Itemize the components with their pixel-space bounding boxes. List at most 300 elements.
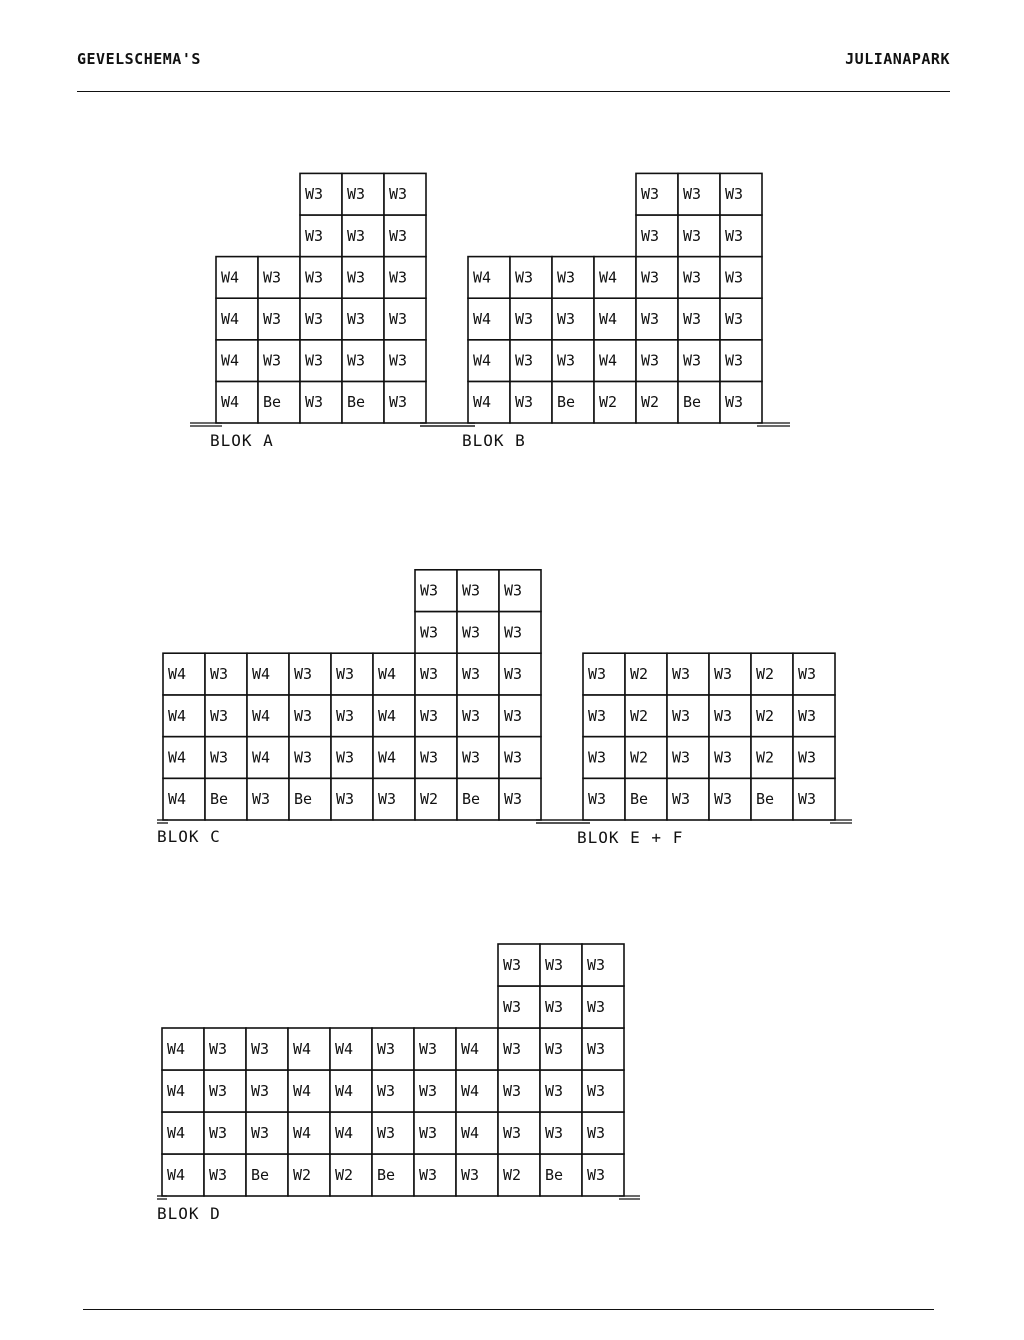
facade-cell — [384, 257, 426, 299]
cell-code: W4 — [293, 1124, 312, 1142]
cell-code: W4 — [221, 351, 240, 370]
cell-code: W4 — [599, 310, 618, 328]
facade-cell — [384, 298, 426, 340]
facade-cell — [205, 695, 247, 737]
facade-cell — [468, 257, 510, 299]
cell-code: W2 — [756, 706, 775, 725]
block-4 — [157, 944, 640, 1223]
cell-code: W3 — [798, 748, 817, 767]
facade-cell — [246, 1070, 288, 1112]
cell-code: W3 — [714, 665, 733, 684]
facade-cell — [709, 695, 751, 737]
facade-cell — [414, 1028, 456, 1070]
cell-code: W3 — [209, 1124, 228, 1142]
cell-code: W3 — [347, 351, 366, 370]
facade-cell — [552, 340, 594, 382]
facade-cell — [300, 340, 342, 382]
cell-code: W3 — [588, 665, 607, 684]
facade-cell — [709, 653, 751, 695]
cell-code: W3 — [378, 790, 397, 809]
cell-code: W3 — [798, 706, 817, 725]
facade-cell — [246, 1154, 288, 1196]
cell-code: W2 — [503, 1166, 522, 1184]
cell-code: Be — [377, 1166, 396, 1184]
cell-code: W3 — [263, 268, 282, 287]
facade-cell — [247, 653, 289, 695]
facade-cell — [468, 381, 510, 423]
facade-cell — [415, 612, 457, 654]
cell-code: W3 — [504, 706, 523, 725]
facade-cell — [330, 1070, 372, 1112]
cell-code: W4 — [221, 310, 240, 328]
cell-code: W3 — [389, 310, 408, 328]
cell-code: W3 — [251, 1082, 270, 1100]
cell-code: W3 — [557, 268, 576, 287]
facade-cell — [331, 778, 373, 820]
facade-cell — [625, 695, 667, 737]
cell-code: W3 — [545, 1082, 564, 1100]
facade-cell — [162, 1070, 204, 1112]
facade-cell — [678, 257, 720, 299]
cell-code: W4 — [168, 665, 187, 684]
cell-code: W4 — [167, 1166, 186, 1184]
cell-code: W3 — [588, 790, 607, 809]
cell-code: Be — [263, 393, 282, 412]
cell-code: Be — [251, 1166, 270, 1184]
facade-cell — [163, 737, 205, 779]
cell-code: Be — [347, 393, 366, 412]
cell-code: W3 — [683, 185, 702, 204]
cell-code: W4 — [378, 706, 397, 725]
cell-code: W4 — [473, 351, 492, 370]
facade-cell — [300, 173, 342, 215]
cell-code: W3 — [389, 351, 408, 370]
block-0 — [190, 173, 475, 450]
facade-cell — [372, 1028, 414, 1070]
facade-cell — [468, 298, 510, 340]
cell-code: W3 — [683, 310, 702, 328]
facade-cell — [510, 298, 552, 340]
facade-cell — [342, 215, 384, 257]
cell-code: W3 — [545, 956, 564, 974]
facade-cell — [456, 1028, 498, 1070]
cell-code: Be — [557, 393, 576, 412]
header-left-title: GEVELSCHEMA'S — [77, 50, 201, 68]
facade-cell — [583, 695, 625, 737]
cell-code: W3 — [504, 665, 523, 684]
facade-cell — [499, 570, 541, 612]
facade-cell — [289, 737, 331, 779]
cell-code: W3 — [714, 748, 733, 767]
cell-code: W4 — [378, 748, 397, 767]
ground-line-left — [420, 423, 475, 426]
facade-cell — [540, 986, 582, 1028]
cell-code: W3 — [587, 1082, 606, 1100]
facade-cell — [583, 737, 625, 779]
cell-code: W2 — [599, 393, 618, 412]
cell-code: W3 — [209, 1082, 228, 1100]
cell-code: W3 — [462, 706, 481, 725]
facade-cell — [300, 257, 342, 299]
facade-cell — [540, 1070, 582, 1112]
block-2 — [157, 570, 590, 846]
facade-cell — [793, 653, 835, 695]
facade-cell — [751, 695, 793, 737]
cell-code: W4 — [335, 1082, 354, 1100]
facade-cell — [372, 1070, 414, 1112]
cell-code: W2 — [756, 665, 775, 684]
cell-code: W3 — [377, 1040, 396, 1058]
block-label: BLOK E + F — [577, 828, 684, 847]
facade-cell — [457, 612, 499, 654]
facade-cell — [709, 778, 751, 820]
cell-code: W3 — [515, 268, 534, 287]
cell-code: W3 — [336, 665, 355, 684]
facade-cell — [246, 1112, 288, 1154]
facade-cell — [636, 215, 678, 257]
ground-line-right — [757, 423, 790, 426]
cell-code: W3 — [725, 268, 744, 287]
facade-cell — [330, 1028, 372, 1070]
facade-cell — [258, 340, 300, 382]
cell-code: W2 — [641, 393, 660, 412]
ground-line-left — [536, 820, 590, 823]
facade-cell — [594, 257, 636, 299]
cell-code: W3 — [672, 748, 691, 767]
cell-code: W3 — [587, 998, 606, 1016]
cell-code: W4 — [335, 1040, 354, 1058]
facade-cell — [330, 1154, 372, 1196]
cell-code: W4 — [221, 393, 240, 412]
facade-cell — [552, 257, 594, 299]
cell-code: W2 — [335, 1166, 354, 1184]
facade-cell — [540, 944, 582, 986]
cell-code: W3 — [420, 706, 439, 725]
facade-cell — [414, 1154, 456, 1196]
facade-cell — [636, 257, 678, 299]
facade-cell — [205, 737, 247, 779]
cell-code: W3 — [725, 393, 744, 412]
cell-code: W4 — [168, 706, 187, 725]
cell-code: W3 — [419, 1166, 438, 1184]
facade-cell — [163, 695, 205, 737]
cell-code: W3 — [420, 665, 439, 684]
ground-line-left — [157, 820, 168, 823]
cell-code: W3 — [725, 351, 744, 370]
cell-code: W3 — [419, 1124, 438, 1142]
footer-rule — [83, 1309, 934, 1310]
cell-code: Be — [210, 790, 229, 809]
facade-cell — [246, 1028, 288, 1070]
facade-cell — [162, 1112, 204, 1154]
cell-code: W2 — [630, 748, 649, 767]
facade-cell — [372, 1154, 414, 1196]
facade-cell — [300, 215, 342, 257]
facade-cell — [499, 778, 541, 820]
cell-code: W4 — [461, 1040, 480, 1058]
facade-cell — [205, 778, 247, 820]
cell-code: W3 — [557, 351, 576, 370]
facade-cell — [384, 381, 426, 423]
facade-cell — [540, 1112, 582, 1154]
cell-code: W3 — [641, 351, 660, 370]
cell-code: W3 — [294, 706, 313, 725]
facade-cell — [552, 298, 594, 340]
cell-code: W3 — [587, 1166, 606, 1184]
cell-code: W3 — [347, 310, 366, 328]
cell-code: Be — [683, 393, 702, 412]
cell-code: W4 — [252, 665, 271, 684]
cell-code: W3 — [252, 790, 271, 809]
cell-code: W3 — [209, 1166, 228, 1184]
cell-code: W3 — [305, 226, 324, 245]
facade-cell — [457, 570, 499, 612]
facade-cell — [793, 737, 835, 779]
facade-cell — [414, 1112, 456, 1154]
facade-cell — [342, 340, 384, 382]
cell-code: Be — [545, 1166, 564, 1184]
facade-cell — [636, 340, 678, 382]
cell-code: W3 — [389, 185, 408, 204]
facade-cell — [457, 695, 499, 737]
facade-cell — [582, 1070, 624, 1112]
facade-cell — [510, 340, 552, 382]
cell-code: W3 — [587, 1124, 606, 1142]
facade-cell — [288, 1154, 330, 1196]
cell-code: W3 — [515, 351, 534, 370]
facade-cell — [636, 381, 678, 423]
cell-code: W3 — [798, 665, 817, 684]
cell-code: W3 — [419, 1082, 438, 1100]
facade-cell — [594, 298, 636, 340]
facade-cell — [667, 778, 709, 820]
facade-cell — [751, 778, 793, 820]
cell-code: W3 — [336, 706, 355, 725]
facade-cell — [510, 381, 552, 423]
cell-code: W3 — [683, 226, 702, 245]
ground-line-left — [190, 423, 222, 426]
cell-code: Be — [462, 790, 481, 809]
facade-cell — [678, 215, 720, 257]
facade-cell — [163, 653, 205, 695]
cell-code: W4 — [599, 268, 618, 287]
facade-cell — [289, 778, 331, 820]
cell-code: W3 — [504, 790, 523, 809]
cell-code: W4 — [599, 351, 618, 370]
facade-cell — [498, 1112, 540, 1154]
cell-code: W4 — [167, 1040, 186, 1058]
cell-code: W3 — [503, 1124, 522, 1142]
facade-cell — [247, 737, 289, 779]
facade-cell — [384, 173, 426, 215]
ground-line-left — [157, 1196, 167, 1199]
cell-code: W3 — [503, 1040, 522, 1058]
facade-cell — [498, 1070, 540, 1112]
facade-cell — [258, 257, 300, 299]
cell-code: W3 — [336, 748, 355, 767]
cell-code: W3 — [420, 623, 439, 642]
cell-code: W4 — [461, 1082, 480, 1100]
facade-cell — [204, 1154, 246, 1196]
cell-code: W3 — [420, 581, 439, 600]
facade-cell — [204, 1112, 246, 1154]
facade-cell — [793, 695, 835, 737]
facade-cell — [373, 737, 415, 779]
block-label: BLOK A — [210, 431, 274, 450]
facade-cell — [288, 1028, 330, 1070]
facade-cell — [415, 570, 457, 612]
cell-code: W3 — [714, 790, 733, 809]
facade-cell — [373, 778, 415, 820]
cell-code: W3 — [462, 581, 481, 600]
block-3 — [536, 653, 852, 847]
facade-cell — [216, 340, 258, 382]
cell-code: W3 — [336, 790, 355, 809]
cell-code: W3 — [420, 748, 439, 767]
block-label: BLOK D — [157, 1204, 221, 1223]
cell-code: W3 — [347, 226, 366, 245]
block-label: BLOK C — [157, 827, 221, 846]
facade-cell — [636, 298, 678, 340]
cell-code: W2 — [630, 706, 649, 725]
cell-code: W3 — [389, 393, 408, 412]
facade-cell — [162, 1028, 204, 1070]
facade-cell — [540, 1154, 582, 1196]
facade-cell — [342, 173, 384, 215]
cell-code: W3 — [389, 226, 408, 245]
facade-cell — [384, 215, 426, 257]
cell-code: W3 — [725, 185, 744, 204]
facade-cell — [373, 695, 415, 737]
facade-cell — [625, 737, 667, 779]
cell-code: W3 — [210, 706, 229, 725]
facade-cell — [331, 653, 373, 695]
facade-cell — [582, 1028, 624, 1070]
cell-code: W4 — [461, 1124, 480, 1142]
cell-code: W3 — [504, 581, 523, 600]
cell-code: W4 — [167, 1082, 186, 1100]
facade-cell — [456, 1070, 498, 1112]
facade-cell — [384, 340, 426, 382]
facade-cell — [720, 298, 762, 340]
cell-code: W3 — [641, 310, 660, 328]
header-right-title: JULIANAPARK — [845, 50, 950, 68]
cell-code: W3 — [641, 226, 660, 245]
cell-code: W3 — [545, 1040, 564, 1058]
cell-code: W4 — [167, 1124, 186, 1142]
cell-code: W3 — [641, 185, 660, 204]
cell-code: W3 — [504, 623, 523, 642]
facade-cell — [720, 381, 762, 423]
facade-cell — [204, 1028, 246, 1070]
cell-code: W4 — [252, 706, 271, 725]
cell-code: W4 — [473, 268, 492, 287]
facade-cell — [373, 653, 415, 695]
cell-code: W3 — [587, 956, 606, 974]
cell-code: W2 — [420, 790, 439, 809]
facade-cell — [720, 215, 762, 257]
cell-code: W3 — [503, 998, 522, 1016]
facade-cell — [216, 257, 258, 299]
facade-cell — [457, 778, 499, 820]
facade-cell — [678, 298, 720, 340]
facade-cell — [457, 737, 499, 779]
cell-code: W3 — [545, 1124, 564, 1142]
cell-code: W3 — [725, 226, 744, 245]
cell-code: W3 — [294, 748, 313, 767]
facade-cell — [204, 1070, 246, 1112]
cell-code: W3 — [462, 623, 481, 642]
cell-code: W3 — [515, 393, 534, 412]
cell-code: W3 — [515, 310, 534, 328]
facade-cell — [720, 173, 762, 215]
cell-code: W3 — [347, 185, 366, 204]
facade-cell — [415, 737, 457, 779]
block-label: BLOK B — [462, 431, 526, 450]
cell-code: W3 — [305, 310, 324, 328]
cell-code: W3 — [305, 351, 324, 370]
facade-cell — [330, 1112, 372, 1154]
facade-cell — [498, 1154, 540, 1196]
cell-code: W3 — [587, 1040, 606, 1058]
cell-code: W3 — [377, 1124, 396, 1142]
cell-code: W3 — [251, 1040, 270, 1058]
facade-cell — [667, 695, 709, 737]
cell-code: W3 — [305, 185, 324, 204]
cell-code: W4 — [293, 1040, 312, 1058]
cell-code: W3 — [545, 998, 564, 1016]
facade-cell — [342, 257, 384, 299]
cell-code: W3 — [419, 1040, 438, 1058]
cell-code: Be — [756, 790, 775, 809]
facade-cell — [498, 986, 540, 1028]
facade-cell — [289, 653, 331, 695]
cell-code: Be — [630, 790, 649, 809]
facade-cell — [289, 695, 331, 737]
cell-code: W3 — [798, 790, 817, 809]
cell-code: W3 — [503, 956, 522, 974]
facade-cell — [582, 1112, 624, 1154]
facade-cell — [288, 1070, 330, 1112]
facade-cell — [582, 1154, 624, 1196]
facade-cell — [540, 1028, 582, 1070]
ground-line-right — [619, 1196, 640, 1199]
facade-cell — [582, 944, 624, 986]
facade-cell — [667, 653, 709, 695]
facade-cell — [583, 653, 625, 695]
facade-cell — [720, 340, 762, 382]
cell-code: W3 — [672, 706, 691, 725]
facade-cell — [793, 778, 835, 820]
facade-cell — [667, 737, 709, 779]
facade-cell — [162, 1154, 204, 1196]
facade-cell — [205, 653, 247, 695]
cell-code: W4 — [168, 748, 187, 767]
facade-cell — [258, 381, 300, 423]
cell-code: W3 — [462, 748, 481, 767]
facade-cell — [499, 737, 541, 779]
facade-cell — [499, 695, 541, 737]
facade-cell — [583, 778, 625, 820]
cell-code: W3 — [377, 1082, 396, 1100]
facade-cell — [216, 298, 258, 340]
facade-cell — [510, 257, 552, 299]
facade-cell — [709, 737, 751, 779]
cell-code: W3 — [347, 268, 366, 287]
facade-cell — [552, 381, 594, 423]
cell-code: W3 — [641, 268, 660, 287]
facade-cell — [258, 298, 300, 340]
